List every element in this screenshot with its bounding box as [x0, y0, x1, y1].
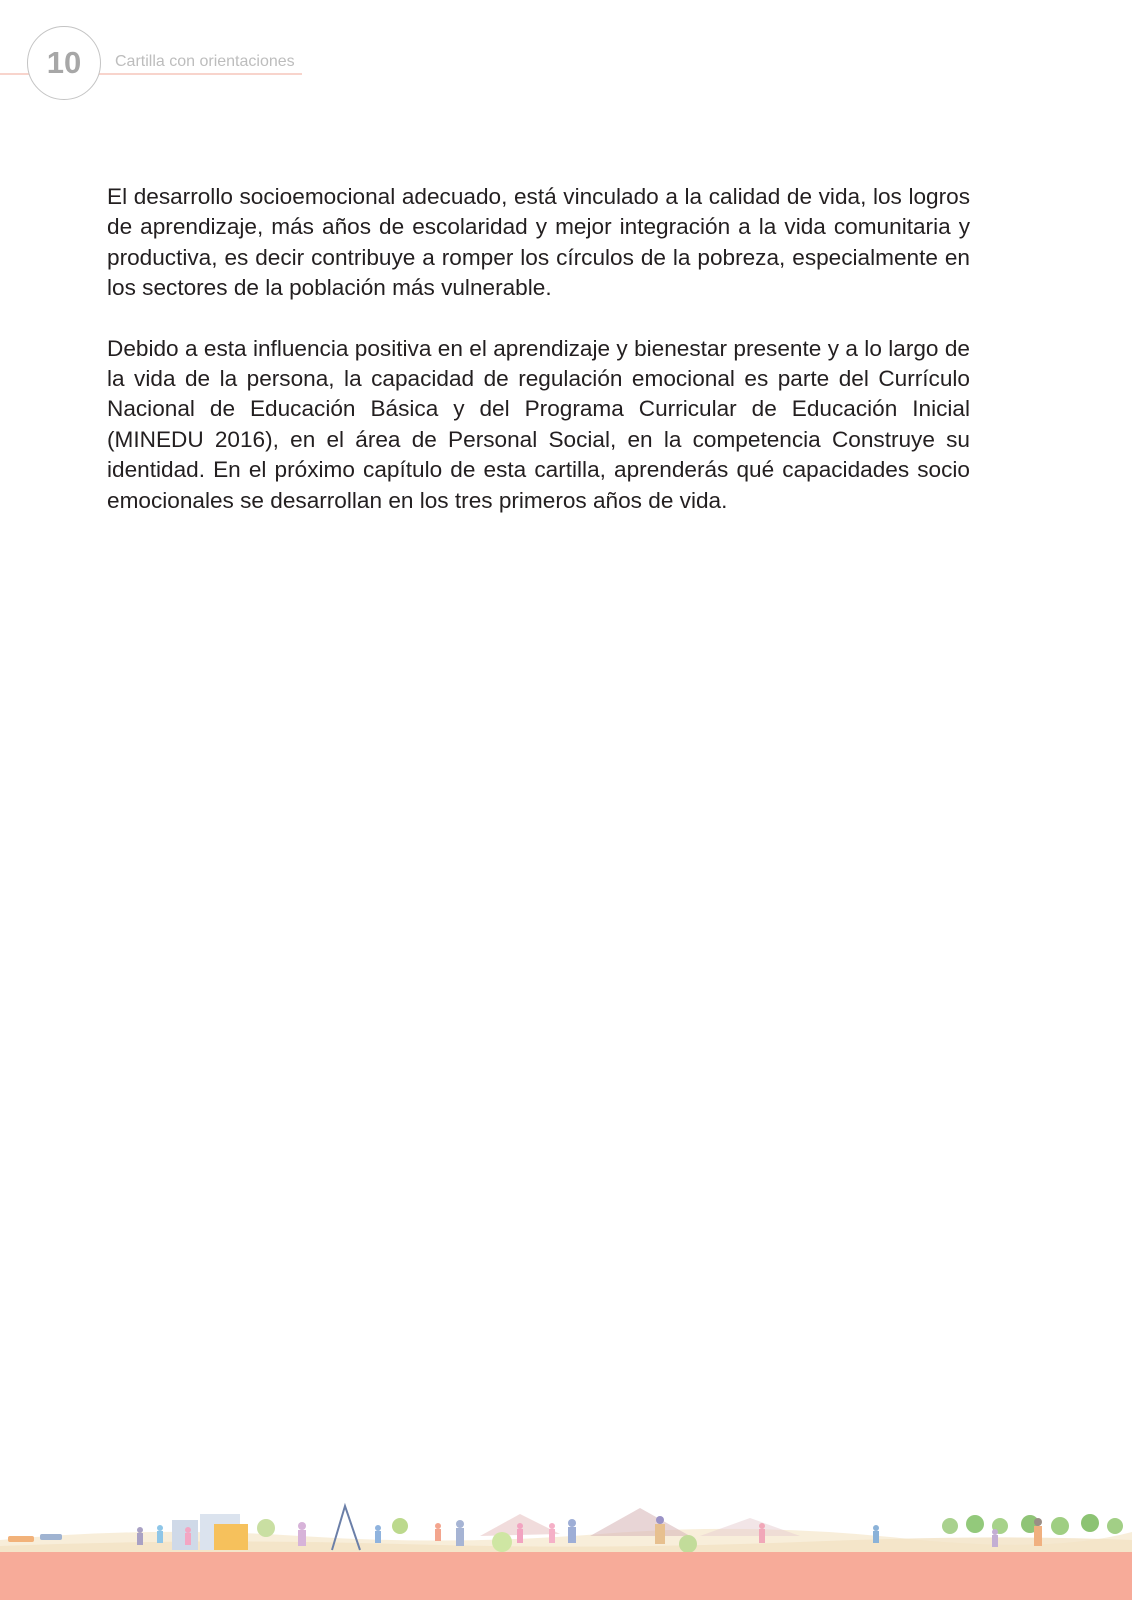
page-number-circle: [27, 26, 101, 100]
body-text: [107, 182, 970, 546]
paragraph-1: El desarrollo socioemocional adecuado, está vinculado a la calidad de vida, los logros de aprendizaje, más años de escolaridad y mejor integración a la vida comunitaria y productiva, es decir contribuye a romper los círculos de la pobreza, especialmente en los sectores de la población más vulnerable.: [107, 184, 970, 301]
community-landscape-illustration: [0, 1496, 1132, 1554]
page-header: [0, 0, 1132, 110]
running-title: Cartilla con orientaciones: [115, 53, 295, 70]
page-number: 10: [46, 44, 82, 80]
paragraph-2: Debido a esta influencia positiva en el aprendizaje y bienestar presente y a lo largo de la vida de la persona, la capacidad de regulación emocional es parte del Currículo Nacional de Educación Básica y del Programa Curricular de Educación Inicial (MINEDU 2016), en el área de Personal Social, en la competencia Construye su identidad. En el próximo capítulo de esta cartilla, aprenderás qué capacidades socio emocionales se desarrollan en los tres primeros años de vida.: [107, 335, 970, 513]
footer-band: [0, 1552, 1132, 1600]
